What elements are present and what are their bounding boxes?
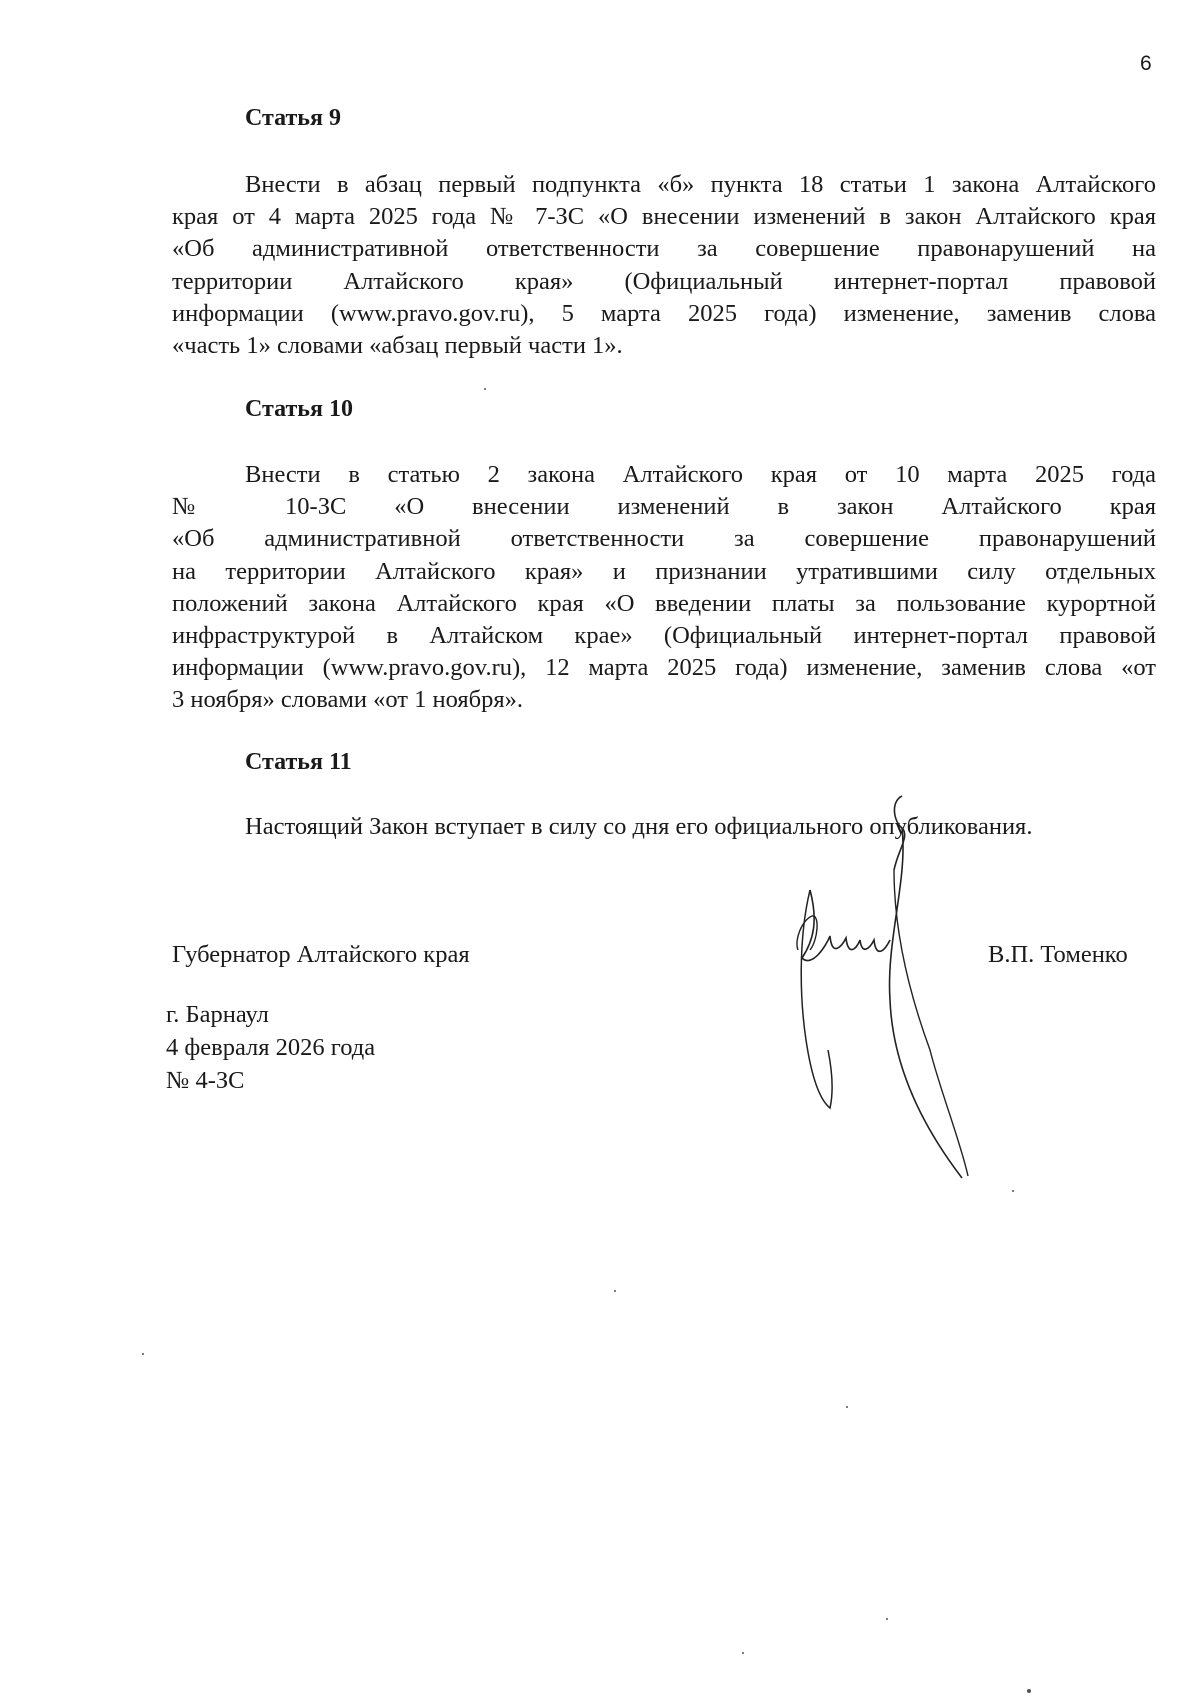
- scan-speck: [614, 1290, 616, 1292]
- article-9-text: [172, 169, 1156, 362]
- scan-speck: [742, 1652, 744, 1654]
- scan-speck: [886, 1618, 888, 1620]
- scan-speck: [142, 1353, 144, 1355]
- article-11-heading: Статья 11: [245, 749, 352, 775]
- text-line: территории Алтайского края» (Официальный интернет-портал правовой: [172, 267, 1156, 295]
- text-line: Внести в абзац первый подпункта «б» пункта 18 статьи 1 закона Алтайского: [245, 171, 1156, 198]
- text-line: «Об административной ответственности за совершение правонарушений: [172, 525, 1156, 553]
- text-line: информации (www.pravo.gov.ru), 5 марта 2025 года) изменение, заменив слова: [172, 299, 1156, 327]
- governor-title: Губернатор Алтайского края: [172, 941, 470, 968]
- page-number: 6: [1140, 52, 1152, 75]
- text-line: инфраструктурой в Алтайском крае» (Официальный интернет-портал правовой: [172, 622, 1156, 650]
- text-line: положений закона Алтайского края «О введении платы за пользование курортной: [172, 589, 1156, 617]
- document-footer: [166, 998, 375, 1097]
- text-line: края от 4 марта 2025 года № 7-ЗС «О внесении изменений в закон Алтайского края: [172, 203, 1156, 231]
- place: г. Барнаул: [166, 1001, 269, 1028]
- article-10-heading: Статья 10: [245, 396, 353, 422]
- text-line: № 10-ЗС «О внесении изменений в закон Алтайского края: [172, 493, 1156, 521]
- text-line: на территории Алтайского края» и признании утратившими силу отдельных: [172, 557, 1156, 585]
- article-9-heading: Статья 9: [245, 105, 341, 131]
- signature-image: [790, 790, 980, 1180]
- text-line: Внести в статью 2 закона Алтайского края от 10 марта 2025 года: [245, 461, 1156, 488]
- text-line: «часть 1» словами «абзац первый части 1».: [172, 332, 623, 360]
- scan-speck: [484, 388, 486, 390]
- text-line: «Об административной ответственности за совершение правонарушений на: [172, 235, 1156, 263]
- scan-speck: [846, 1406, 848, 1408]
- text-line: 3 ноября» словами «от 1 ноября».: [172, 686, 524, 714]
- article-10-text: [172, 459, 1156, 717]
- scan-speck: [1027, 1689, 1031, 1693]
- law-number: № 4-ЗС: [166, 1067, 245, 1094]
- governor-name: В.П. Томенко: [988, 941, 1128, 968]
- scan-speck: [1012, 1190, 1014, 1192]
- date: 4 февраля 2026 года: [166, 1034, 376, 1061]
- article-11-text: Настоящий Закон вступает в силу со дня его официального опубликования.: [245, 813, 1033, 840]
- text-line: информации (www.pravo.gov.ru), 12 марта 2025 года) изменение, заменив слова «от: [172, 654, 1156, 682]
